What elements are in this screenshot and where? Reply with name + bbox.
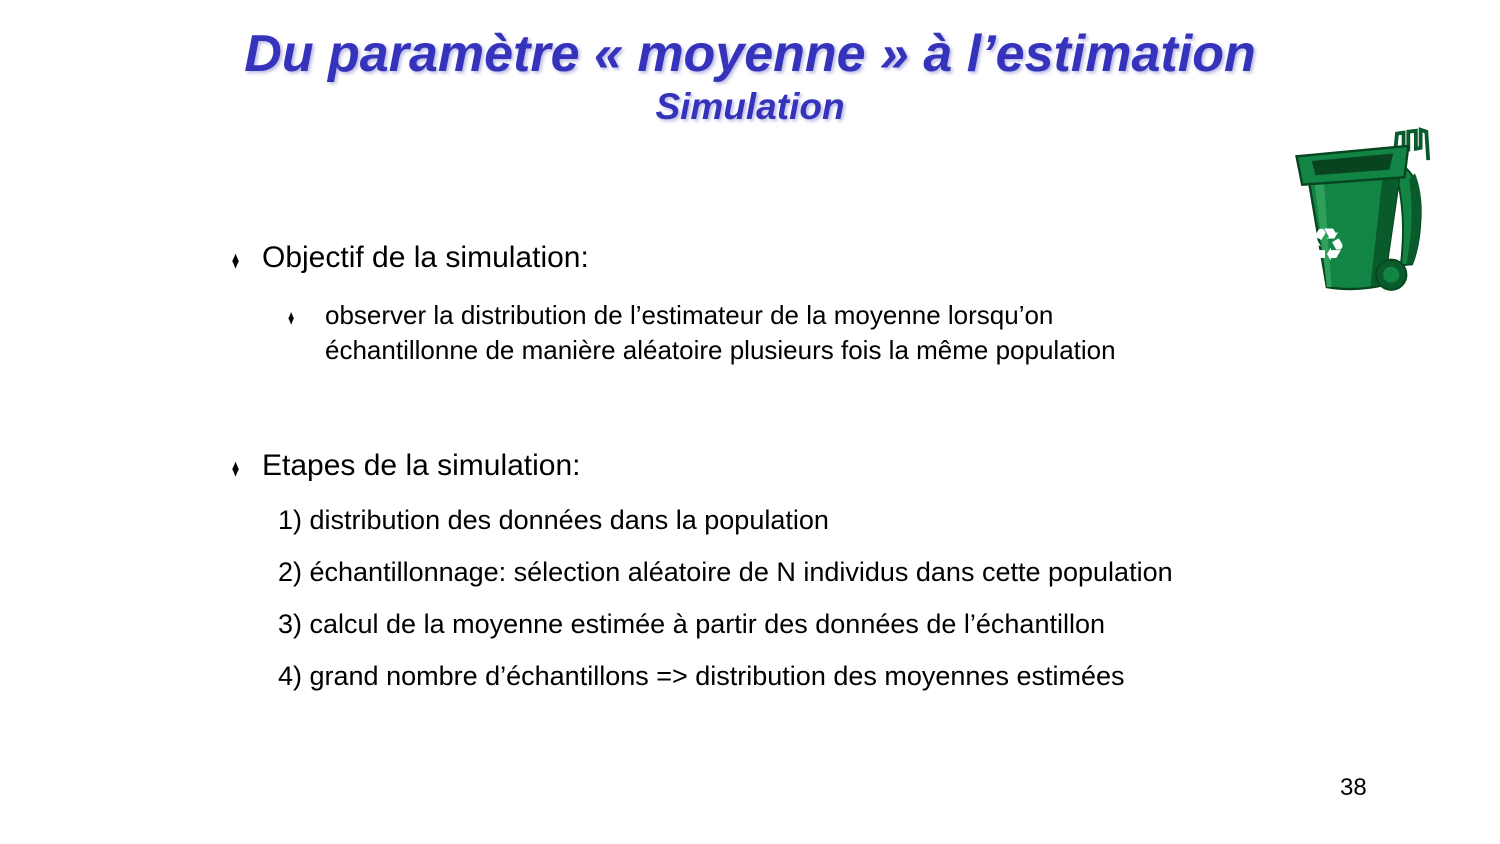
recycle-symbol-icon: ♻ [1305,218,1347,272]
etapes-bullet-row [228,448,581,487]
step-item-1: 1) distribution des données dans la population [278,505,829,535]
page-number: 38 [1340,774,1367,801]
recycle-bin-icon [1284,126,1436,306]
bin-wheel-hub [1383,267,1399,283]
objectif-sub-line1: observer la distribution de l’estimateur de la moyenne lorsqu’on [325,300,1054,330]
objectif-heading: Objectif de la simulation: [262,241,589,274]
diamond-bullet-icon: ♦ [288,306,295,330]
objectif-sub-bullet-row [285,298,1116,368]
diamond-bullet-icon: ♦ [231,246,240,275]
etapes-heading: Etapes de la simulation: [262,449,581,482]
objectif-bullet-row [228,240,589,279]
step-item-2: 2) échantillonnage: sélection aléatoire de N individus dans cette population [278,557,1173,587]
recycle-bin-svg [1284,126,1436,306]
objectif-sub-text [325,298,1116,368]
slide-title-block [0,24,1500,130]
step-item-4: 4) grand nombre d’échantillons => distribution des moyennes estimées [278,661,1125,691]
page-title: Du paramètre « moyenne » à l’estimation [244,25,1256,83]
page-subtitle: Simulation [655,86,845,127]
objectif-sub-line2: échantillonne de manière aléatoire plusieurs fois la même population [325,335,1116,365]
diamond-bullet-icon: ♦ [231,454,240,483]
step-item-3: 3) calcul de la moyenne estimée à partir des données de l’échantillon [278,609,1105,639]
